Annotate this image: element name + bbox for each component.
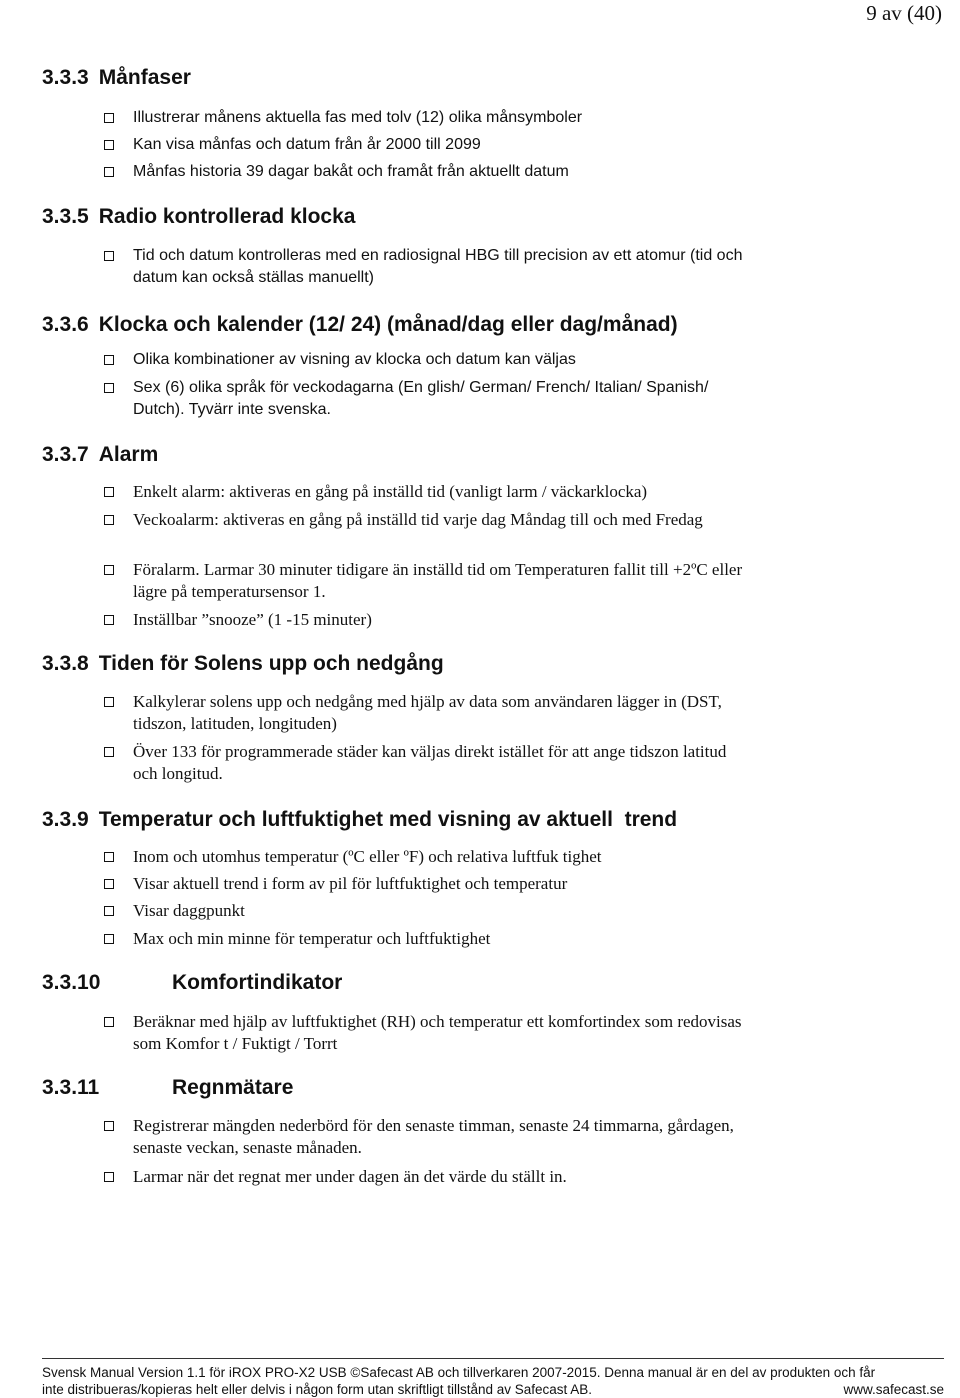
footer-copyright-text: inte distribueras/kopieras helt eller delvis i någon form utan skriftligt tillstånd av Safecast AB.	[42, 1382, 593, 1397]
checkbox-bullet-icon	[104, 113, 114, 123]
list-item: Registrerar mängden nederbörd för den senaste timman, senaste 24 timmarna, gårdagen, senaste veckan, senaste månaden.	[104, 1115, 764, 1159]
checkbox-bullet-icon	[104, 140, 114, 150]
checkbox-bullet-icon	[104, 515, 114, 525]
list-item: Olika kombinationer av visning av klocka och datum kan väljas	[104, 349, 784, 371]
section-heading-3-3-10	[42, 971, 342, 995]
section-title: Komfortindikator	[172, 971, 343, 994]
footer-line-2	[42, 1381, 944, 1398]
checkbox-bullet-icon	[104, 251, 114, 261]
checkbox-bullet-icon	[104, 852, 114, 862]
checkbox-bullet-icon	[104, 565, 114, 575]
section-heading-3-3-11	[42, 1076, 293, 1100]
list-item: Inställbar ”snooze” (1 -15 minuter)	[104, 609, 784, 631]
checkbox-bullet-icon	[104, 934, 114, 944]
section-heading-3-3-3	[42, 66, 191, 90]
checkbox-bullet-icon	[104, 167, 114, 177]
checkbox-bullet-icon	[104, 1121, 114, 1131]
section-heading-3-3-9	[42, 808, 677, 832]
checkbox-bullet-icon	[104, 355, 114, 365]
checkbox-bullet-icon	[104, 383, 114, 393]
section-title: Alarm	[98, 443, 159, 466]
checkbox-bullet-icon	[104, 906, 114, 916]
list-item: Över 133 för programmerade städer kan väljas direkt istället för att ange tidszon latitud och longitud.	[104, 741, 744, 785]
section-title: Månfaser	[98, 66, 191, 89]
section-title: Radio kontrollerad klocka	[98, 205, 356, 228]
list-item: Kalkylerar solens upp och nedgång med hjälp av data som användaren lägger in (DST, tidszon, latituden, longituden)	[104, 691, 764, 735]
section-number: 3.3.5	[42, 205, 89, 228]
list-item: Visar daggpunkt	[104, 900, 784, 922]
section-title: Regnmätare	[172, 1076, 294, 1099]
list-item: Beräknar med hjälp av luftfuktighet (RH) och temperatur ett komfortindex som redovisas som Komfor t / Fuktigt / Torrt	[104, 1011, 744, 1055]
list-item: Tid och datum kontrolleras med en radiosignal HBG till precision av ett atomur (tid och datum kan också ställas manuellt)	[104, 245, 744, 289]
list-item: Larmar när det regnat mer under dagen än det värde du ställt in.	[104, 1166, 784, 1188]
footer-website-link[interactable]: www.safecast.se	[843, 1382, 944, 1397]
list-item: Visar aktuell trend i form av pil för luftfuktighet och temperatur	[104, 873, 784, 895]
checkbox-bullet-icon	[104, 879, 114, 889]
list-item: Veckoalarm: aktiveras en gång på inställd tid varje dag Måndag till och med Fredag	[104, 509, 754, 531]
list-item: Illustrerar månens aktuella fas med tolv (12) olika månsymboler	[104, 107, 784, 129]
section-title: Temperatur och luftfuktighet med visning av aktuell trend	[98, 808, 678, 831]
list-item: Enkelt alarm: aktiveras en gång på inställd tid (vanligt larm / väckarklocka)	[104, 481, 784, 503]
section-number: 3.3.3	[42, 66, 89, 89]
section-number: 3.3.7	[42, 443, 89, 466]
checkbox-bullet-icon	[104, 1172, 114, 1182]
checkbox-bullet-icon	[104, 615, 114, 625]
section-number: 3.3.6	[42, 313, 89, 336]
section-heading-3-3-6	[42, 313, 678, 337]
footer-line-1: Svensk Manual Version 1.1 för iROX PRO-X2 USB ©Safecast AB och tillverkaren 2007-2015. Denna manual är en del av produkten och får	[42, 1365, 876, 1380]
section-title: Klocka och kalender (12/ 24) (månad/dag eller dag/månad)	[98, 313, 678, 336]
section-heading-3-3-8	[42, 652, 444, 676]
list-item: Sex (6) olika språk för veckodagarna (En glish/ German/ French/ Italian/ Spanish/ Dutch). Tyvärr inte svenska.	[104, 377, 754, 421]
list-item: Kan visa månfas och datum från år 2000 till 2099	[104, 134, 784, 156]
page-number: 9 av (40)	[866, 1, 942, 25]
list-item: Inom och utomhus temperatur (ºC eller ºF) och relativa luftfuk tighet	[104, 846, 784, 868]
section-number: 3.3.10	[42, 971, 101, 994]
checkbox-bullet-icon	[104, 747, 114, 757]
section-heading-3-3-7	[42, 443, 158, 467]
section-number: 3.3.9	[42, 808, 89, 831]
section-title: Tiden för Solens upp och nedgång	[98, 652, 444, 675]
checkbox-bullet-icon	[104, 487, 114, 497]
section-heading-3-3-5	[42, 205, 355, 229]
list-item: Max och min minne för temperatur och luftfuktighet	[104, 928, 784, 950]
section-number: 3.3.8	[42, 652, 89, 675]
list-item: Föralarm. Larmar 30 minuter tidigare än inställd tid om Temperaturen fallit till +2ºC eller lägre på temperatursensor 1.	[104, 559, 754, 603]
checkbox-bullet-icon	[104, 697, 114, 707]
list-item: Månfas historia 39 dagar bakåt och framåt från aktuellt datum	[104, 161, 784, 183]
checkbox-bullet-icon	[104, 1017, 114, 1027]
section-number: 3.3.11	[42, 1076, 100, 1099]
page-footer	[42, 1358, 944, 1398]
